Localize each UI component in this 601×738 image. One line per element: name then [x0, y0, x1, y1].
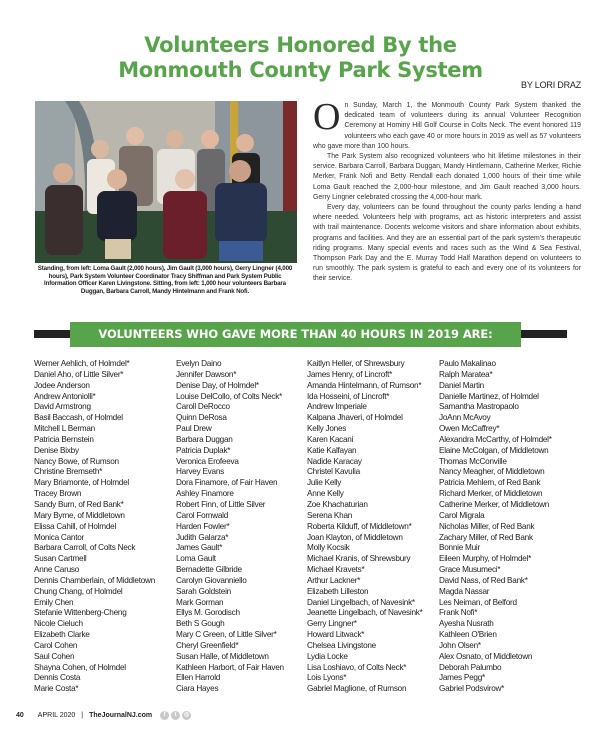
group-photo — [35, 101, 297, 263]
volunteer-name: Mary Byrne, of Middletown — [34, 510, 125, 520]
facebook-icon[interactable]: f — [160, 711, 169, 720]
volunteer-name: Howard Litwack* — [307, 630, 365, 640]
volunteer-name: Gabriel Maglione, of Rumson — [307, 684, 407, 694]
photo-illustration — [35, 101, 297, 263]
volunteer-name: Carol Fornwald — [176, 510, 229, 520]
volunteer-name: Paul Drew — [176, 424, 212, 434]
volunteer-name: Jeanette Lingelbach, of Navesink* — [307, 608, 423, 618]
volunteer-name: Kathleen Harbort, of Fair Haven — [176, 662, 284, 672]
volunteer-name: Arthur Lackner* — [307, 575, 361, 585]
volunteer-name: Loma Gault — [176, 554, 216, 564]
title-line-2: Monmouth County Park System — [118, 58, 483, 82]
volunteer-name: Dennis Chamberlain, of Middletown — [34, 575, 155, 585]
article-body — [313, 96, 581, 285]
volunteer-name: Saul Cohen — [34, 651, 75, 661]
volunteer-name: Andrew Antoniolli* — [34, 391, 96, 401]
volunteer-name: Karen Kacani — [307, 434, 354, 444]
volunteer-name: Elizabeth Clarke — [34, 630, 90, 640]
photo-caption: Standing, from left: Loma Gault (2,000 hours), Jim Gault (3,000 hours), Gerry Lingner (4,000 hours), Park System Volunteer Coordinator Tracy Shiffman and Park System Public Information Officer Karen Livingstone. Sitting, from left: 1,000 hour volunteers Barbara Duggan, Barbara Carroll, Mandy Hintelmann and Frank Nofi. — [37, 265, 293, 295]
volunteer-name: Richard Merker, of Middletown — [439, 489, 543, 499]
volunteer-name: Nancy Bowe, of Rumson — [34, 456, 119, 466]
volunteer-name: Beth S Gough — [176, 619, 225, 629]
social-icons — [160, 711, 193, 720]
volunteer-name: Daniel Lingelbach, of Navesink* — [307, 597, 415, 607]
volunteer-name: Denise Day, of Holmdel* — [176, 380, 259, 390]
volunteer-name: Grace Musumeci* — [439, 565, 501, 575]
volunteer-name: Nicole Cieluch — [34, 619, 83, 629]
volunteer-name: Patricia Mehlem, of Red Bank — [439, 478, 541, 488]
volunteer-name: Bonnie Muir — [439, 543, 480, 553]
volunteer-name: Serena Khan — [307, 510, 353, 520]
volunteer-name: Harden Fowler* — [176, 521, 230, 531]
volunteer-name: Susan Halle, of Middletown — [176, 651, 269, 661]
volunteer-name: Carol Migrala — [439, 510, 485, 520]
volunteer-name: Sandy Burn, of Red Bank* — [34, 499, 124, 509]
volunteer-name: Harvey Evans — [176, 467, 224, 477]
volunteer-name: Samantha Mastropaolo — [439, 402, 519, 412]
volunteer-name: Eileen Murphy, of Holmdel* — [439, 554, 532, 564]
volunteer-name: Patricia Duplak* — [176, 445, 231, 455]
volunteer-column-2 — [176, 359, 284, 695]
volunteer-name: Barbara Carroll, of Colts Neck — [34, 543, 136, 553]
volunteer-name: Alex Osnato, of Middletown — [439, 651, 533, 661]
volunteer-name: Gerry Lingner* — [307, 619, 357, 629]
volunteer-name: Jennifer Dawson* — [176, 369, 237, 379]
volunteer-name: Quinn DeRosa — [176, 413, 227, 423]
volunteer-name: Ayesha Nusrath — [439, 619, 494, 629]
volunteer-name: Stefanie Wittenberg-Cheng — [34, 608, 127, 618]
volunteer-name: Frank Nofi* — [439, 608, 478, 618]
volunteer-name: Emily Chen — [34, 597, 74, 607]
volunteer-name: Joan Klayton, of Middletown — [307, 532, 403, 542]
volunteer-name: Evelyn Daino — [176, 359, 222, 368]
paragraph-1-text: n Sunday, March 1, the Monmouth County Park System thanked the dedicated team of volunteers during its annual Volunteer Recognition Ceremony at Hominy Hill Golf Course in Colts Neck. The event honored 119 volunteers who each gave 40 or more hours in 2019 as well as 57 volunteers who gave more than 100 hours. — [313, 102, 581, 150]
volunteer-name: Werner Aehlich, of Holmdel* — [34, 359, 130, 368]
volunteer-name: Chung Chang, of Holmdel — [34, 586, 123, 596]
volunteer-name: Dora Finamore, of Fair Haven — [176, 478, 278, 488]
volunteer-name: Christel Kavulia — [307, 467, 360, 477]
volunteer-name: Ashley Finamore — [176, 489, 234, 499]
volunteer-name: Basil Baccash, of Holmdel — [34, 413, 123, 423]
volunteer-name: Zachary Miller, of Red Bank — [439, 532, 533, 542]
volunteer-name: Elissa Cahill, of Holmdel — [34, 521, 117, 531]
volunteer-name: Judith Galarza* — [176, 532, 229, 542]
volunteer-name: Mark Gorman — [176, 597, 224, 607]
volunteer-name: Les Neiman, of Belford — [439, 597, 517, 607]
volunteer-column-4 — [439, 359, 552, 695]
article-paragraph-3: Every day, volunteers can be found throughout the county parks lending a hand where needed. Volunteers help with programs, act as historic interpreters and assist with trail maintenance. Docents welcome visitors and share information about exhibits, programs and facilities. And they are an essential part of the park system’s therapeutic riding programs. Many special events and races such as the Wind & Sea Festival, Thompson Park Day and the E. Murray Todd Half Marathon depend on volunteers to run smoothly. The park system is grateful to each and every one of its volunteers for their service. — [313, 204, 581, 283]
volunteer-name: Kelly Jones — [307, 424, 347, 434]
volunteer-name: Owen McCaffrey* — [439, 424, 500, 434]
volunteer-name: Amanda Hintelmann, of Rumson* — [307, 380, 422, 390]
volunteer-name: Jodee Anderson — [34, 380, 90, 390]
volunteer-name: Ellen Harrold — [176, 673, 221, 683]
volunteer-name: David Nass, of Red Bank* — [439, 575, 528, 585]
volunteer-name: Katie Kalfayan — [307, 445, 357, 455]
volunteer-name: Julie Kelly — [307, 478, 342, 488]
volunteer-name: Alexandra McCarthy, of Holmdel* — [439, 434, 552, 444]
twitter-icon[interactable]: t — [171, 711, 180, 720]
volunteer-name: Tracey Brown — [34, 489, 82, 499]
volunteer-name: Kaitlyn Heller, of Shrewsbury — [307, 359, 405, 368]
volunteer-name: Christine Bremseth* — [34, 467, 103, 477]
article-paragraph-2: The Park System also recognized volunteers who hit lifetime milestones in their service. Barbara Carroll, Barbara Duggan, Mandy Hintlemann, Catherine Merker, Richie Merker, Frank Nofi and Betty Rendall each donated 1,000 hours of their time while Loma Gault reached the 2,000-hour milestone, and Jim Gault reached 3,000 hours. Gerry Lingner celebrated crossing the 4,000-hour mark. — [313, 153, 581, 201]
instagram-icon[interactable]: ◎ — [184, 712, 190, 718]
volunteer-name: James Pegg* — [439, 673, 485, 683]
volunteer-name: Mitchell L Berman — [34, 424, 95, 434]
byline: BY LORI DRAZ — [521, 80, 581, 90]
volunteer-name: Cheryl Greenfield* — [176, 640, 239, 650]
volunteer-name: Daniel Aho, of Little Silver* — [34, 369, 124, 379]
volunteer-name: Caroll DeRocco — [176, 402, 230, 412]
volunteer-name: Roberta Kilduff, of Middletown* — [307, 521, 412, 531]
page-number: 40 — [16, 712, 24, 719]
article-title — [0, 33, 601, 83]
volunteer-name: Paulo Makalinao — [439, 359, 496, 368]
volunteer-name: Robert Finn, of Little Silver — [176, 499, 266, 509]
volunteer-name: Barbara Duggan — [176, 434, 233, 444]
volunteer-name: Denise Bixby — [34, 445, 79, 455]
issue-date: APRIL 2020 — [37, 712, 76, 719]
volunteer-name: Carolyn Giovanniello — [176, 575, 247, 585]
volunteer-name: Louise DelCollo, of Colts Neck* — [176, 391, 283, 401]
volunteer-column-3 — [307, 359, 423, 695]
volunteer-name: Magda Nassar — [439, 586, 490, 596]
volunteer-name: Sarah Goldstein — [176, 586, 231, 596]
volunteer-name: Monica Cantor — [34, 532, 84, 542]
volunteer-name: Carol Cohen — [34, 640, 78, 650]
volunteer-name: Chelsea Livingstone — [307, 640, 376, 650]
volunteer-name: Ciara Hayes — [176, 684, 219, 694]
volunteer-name: Elizabeth Lilleston — [307, 586, 369, 596]
volunteer-name: Bernadette Gilbride — [176, 565, 242, 575]
volunteer-name: Kalpana Jhaveri, of Holmdel — [307, 413, 403, 423]
volunteer-name: Gabriel Podsvirow* — [439, 684, 505, 694]
volunteer-name: David Armstrong — [34, 402, 91, 412]
volunteer-name: Mary C Green, of Little Silver* — [176, 630, 277, 640]
volunteer-name: Nancy Meagher, of Middletown — [439, 467, 545, 477]
volunteer-name: Shayna Cohen, of Holmdel — [34, 662, 126, 672]
volunteer-name: James Gault* — [176, 543, 223, 553]
volunteer-name: Patricia Bernstein — [34, 434, 94, 444]
volunteer-name: Zoe Khachaturian — [307, 499, 368, 509]
volunteer-name: Lisa Loshiavo, of Colts Neck* — [307, 662, 407, 672]
volunteer-name: Mary Briamonte, of Holmdel — [34, 478, 129, 488]
website-link[interactable]: TheJournalNJ.com — [89, 712, 153, 719]
volunteer-name: Michael Kravets* — [307, 565, 365, 575]
title-line-1: Volunteers Honored By the — [144, 33, 457, 57]
volunteer-name: Danielle Martinez, of Holmdel — [439, 391, 539, 401]
volunteer-name: Molly Kocsik — [307, 543, 350, 553]
article-paragraph-1 — [313, 96, 581, 152]
volunteer-name: Marie Costa* — [34, 684, 79, 694]
volunteer-name: JoAnn McAvoy — [439, 413, 491, 423]
volunteer-name: Andrew Imperiale — [307, 402, 367, 412]
volunteer-name: Elaine McColgan, of Middletown — [439, 445, 549, 455]
volunteer-name: Lydia Locke — [307, 651, 348, 661]
volunteer-name: Michael Kranis, of Shrewsbury — [307, 554, 411, 564]
volunteer-name: Deborah Palumbo — [439, 662, 502, 672]
footer-separator: | — [81, 712, 84, 719]
volunteer-name: Veronica Erofeeva — [176, 456, 239, 466]
volunteer-list-banner: VOLUNTEERS WHO GAVE MORE THAN 40 HOURS IN 2019 ARE: — [70, 322, 521, 347]
volunteer-name: Lois Lyons* — [307, 673, 347, 683]
volunteer-name: Dennis Costa — [34, 673, 81, 683]
volunteer-name: Kathleen O'Brien — [439, 630, 497, 640]
volunteer-column-1 — [34, 359, 155, 695]
volunteer-name: Ida Hosseini, of Lincroft* — [307, 391, 390, 401]
volunteer-name: Catherine Merker, of Middletown — [439, 499, 550, 509]
volunteer-name: James Henry, of Lincroft* — [307, 369, 393, 379]
page-footer — [16, 711, 193, 720]
volunteer-name: Ralph Maratea* — [439, 369, 493, 379]
volunteer-name: Anne Kelly — [307, 489, 344, 499]
volunteer-name: Daniel Martin — [439, 380, 484, 390]
volunteer-name: Susan Cartmell — [34, 554, 87, 564]
volunteer-name: Ellys M. Gorodisch — [176, 608, 240, 618]
volunteer-name: Anne Caruso — [34, 565, 80, 575]
volunteer-name: John Olsen* — [439, 640, 481, 650]
volunteer-name: Nadide Karacay — [307, 456, 362, 466]
volunteer-name: Thomas McConville — [439, 456, 507, 466]
drop-cap: O — [313, 96, 341, 138]
volunteer-name: Nicholas Miller, of Red Bank — [439, 521, 535, 531]
